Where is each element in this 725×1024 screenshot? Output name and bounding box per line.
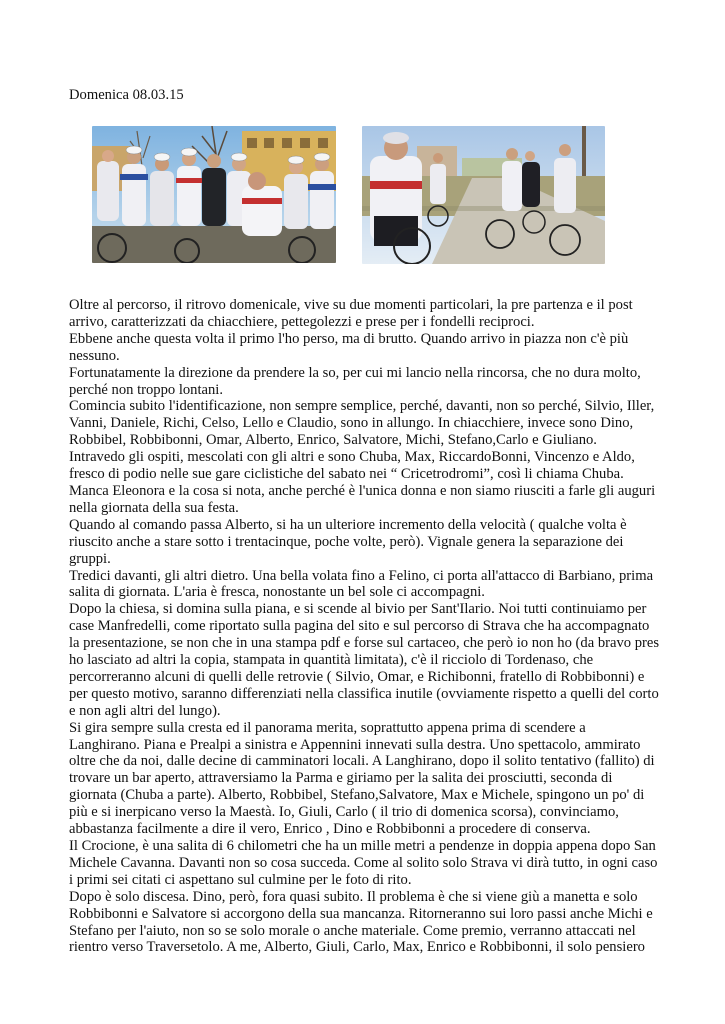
article-paragraph: Dopo la chiesa, si domina sulla piana, e si scende al bivio per Sant'Ilario. Noi tutti continuiamo per case Manfredelli, come riportato sulla pagina del sito e sul percorso di Strava che ha accompagnato la presentazione, se non che in una stampa pdf e forse sul cartaceo, che però io non ho (da bravo pres ho lasciato ad altri la copia, stampata in quantità limitata), c'è il ricciolo di Tordenaso, che percorreranno alcuni di quelli delle retrovie ( Silvio, Omar, e Richibonni, fratello di Robbibonni) e per questo motivo, saranno differenziati nella classifica inutile (ovviamente rispetto a quelli del corto e non agli altri del lungo). <box>69 601 660 719</box>
article-paragraph: Manca Eleonora e la cosa si nota, anche perché è l'unica donna e non siamo riusciti a farle gli auguri nella giornata della sua festa. <box>69 482 656 516</box>
group-photo <box>92 126 336 263</box>
article-paragraph: Si gira sempre sulla cresta ed il panorama merita, soprattutto appena prima di scendere a Langhirano. Piana e Prealpi a sinistra e Appennini innevati sulla destra. Uno spettacolo, ammirato oltre che da noi, dalle decine di camminatori locali. A Langhirano, dopo il solito tentativo (fallito) di trovare un bar aperto, attraversiamo la Parma e giriamo per la salita dei prosciutti, seconda di giornata (Chuba a parte). Alberto, Robbibel, Stefano,Salvatore, Max e Michele, spingono un po' di più e si inerpicano verso la Maestà. Io, Giuli, Carlo ( il trio di domenica scorsa), convinciamo, abbastanza facilmente a dire il vero, Enrico , Dino e Robbibonni a procedere di conserva. <box>69 719 655 838</box>
road-photo <box>362 126 605 264</box>
article-paragraph: Dopo è solo discesa. Dino, però, fora quasi subito. Il problema è che si viene giù a manetta e solo Robbibonni e Salvatore si accorgono della sua mancanza. Ritorneranno sui loro passi anche Michi e Stefano per l'aiuto, non so se solo morale o anche materiale. Come premio, verranno attaccati nel rientro verso Traversetolo. A me, Alberto, Giuli, Carlo, Max, Enrico e Robbibonni, il solo pensiero <box>69 888 653 956</box>
article-paragraph: Ebbene anche questa volta il primo l'ho perso, ma di brutto. Quando arrivo in piazza non c'è più nessuno. <box>69 330 629 364</box>
article-paragraph: Tredici davanti, gli altri dietro. Una bella volata fino a Felino, ci porta all'attacco di Barbiano, prima salita di giornata. L'aria è fresca, nonostante un bel sole ci accompagni. <box>69 567 654 601</box>
article-paragraph: Il Crocione, è una salita di 6 chilometri che ha un mille metri a pendenze in doppia appena dopo San Michele Cavanna. Davanti non so cosa succeda. Come al solito solo Strava vi dirà tutto, in ogni caso i primi sei citati ci aspettano sul culmine per le foto di rito. <box>69 838 658 888</box>
article-paragraph: Comincia subito l'identificazione, non sempre semplice, perché, davanti, non so perché, Silvio, Iller, Vanni, Daniele, Richi, Celso, Lello e Claudio, sono in allungo. In chiacchiere, invece sono Dino, Robbibel, Robbibonni, Omar, Alberto, Enrico, Salvatore, Michi, Stefano,Carlo e Giuliano. <box>69 398 655 449</box>
document-date: Domenica 08.03.15 <box>69 87 184 103</box>
article-paragraph: Quando al comando passa Alberto, si ha un ulteriore incremento della velocità ( qualche volta è riuscito anche a stare sotto i trentacinque, poche volte, però). Vignale genera la separazione dei gruppi. <box>69 516 627 567</box>
article-paragraph: Intravedo gli ospiti, mescolati con gli altri e sono Chuba, Max, RiccardoBonni, Vincenzo e Aldo, fresco di podio nelle sue gare ciclistiche del sabato nei “ Cricetrodromi”, così li chiama Chuba. <box>69 449 635 483</box>
article-paragraph: Oltre al percorso, il ritrovo domenicale, vive su due momenti particolari, la pre partenza e il post arrivo, caratterizzati da chiacchiere, pettegolezzi e prese per i fondelli reciproci. <box>69 297 633 330</box>
article-body <box>69 297 659 956</box>
article-paragraph: Fortunatamente la direzione da prendere la so, per cui mi lancio nella rincorsa, che no dura molto, perché non troppo lontani. <box>69 364 641 398</box>
